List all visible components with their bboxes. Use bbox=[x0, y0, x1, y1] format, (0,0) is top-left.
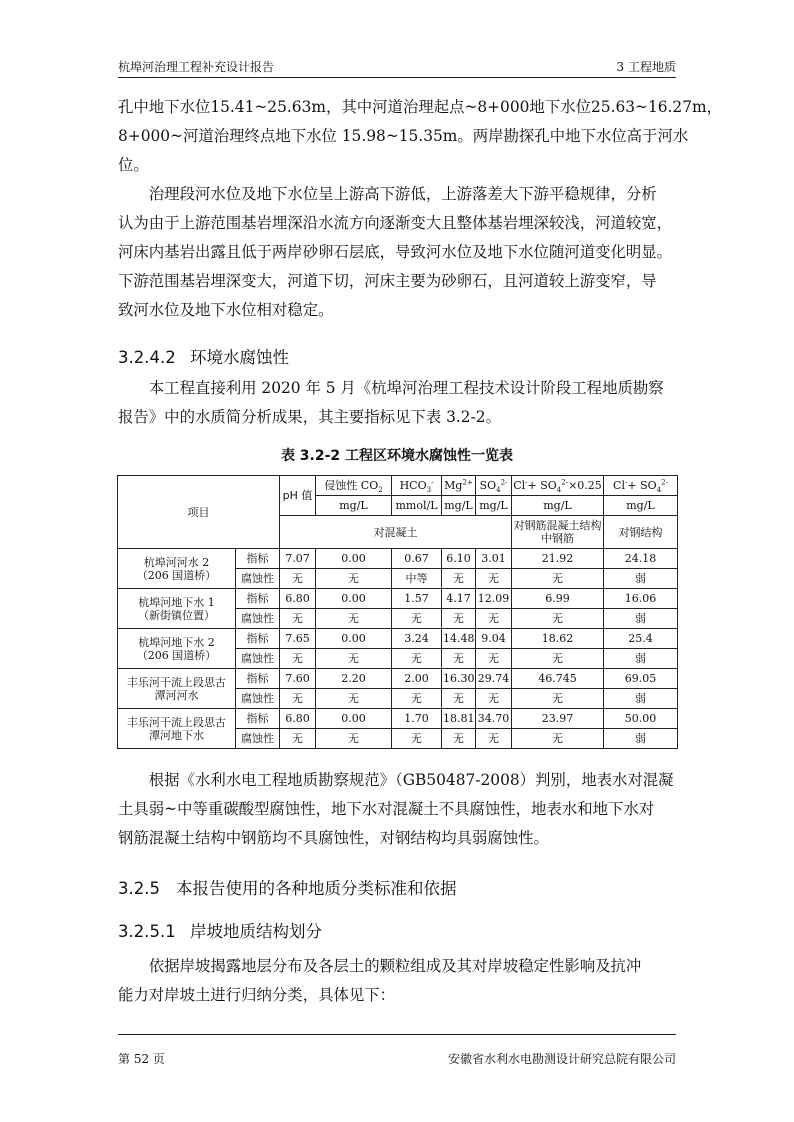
table-cell: 7.60 bbox=[280, 669, 316, 689]
table-cell: 23.97 bbox=[512, 709, 604, 729]
table-row-label: 指标 bbox=[236, 589, 280, 609]
paragraph-4 bbox=[118, 766, 676, 853]
table-target-rebar: 对钢筋混凝土结构中钢筋 bbox=[512, 516, 604, 549]
table-cell: 弱 bbox=[604, 609, 678, 629]
heading-title: 岸坡地质结构划分 bbox=[190, 922, 322, 941]
section-heading-3-2-5-1 bbox=[118, 918, 322, 942]
table-cell: 0.00 bbox=[316, 589, 392, 609]
table-cell: 0.00 bbox=[316, 549, 392, 569]
table-cell: 6.99 bbox=[512, 589, 604, 609]
table-header-so4: $SO_4^{2-}$ bbox=[476, 476, 512, 496]
table-cell: 6.80 bbox=[280, 709, 316, 729]
table-header-mg: $Mg^{2+}$ bbox=[442, 476, 476, 496]
table-cell: 无 bbox=[442, 649, 476, 669]
table-cell: 无 bbox=[280, 609, 316, 629]
table-unit: mg/L bbox=[442, 496, 476, 516]
table-cell: 16.30 bbox=[442, 669, 476, 689]
table-cell: 弱 bbox=[604, 649, 678, 669]
heading-title: 环境水腐蚀性 bbox=[190, 348, 289, 367]
table-unit: mg/L bbox=[512, 496, 604, 516]
table-cell: 24.18 bbox=[604, 549, 678, 569]
text-line: 土具弱~中等重碳酸型腐蚀性，地下水对混凝土不具腐蚀性，地表水和地下水对 bbox=[118, 800, 655, 818]
table-sample-name: 丰乐河干流上段思古 潭河地下水 bbox=[118, 709, 236, 749]
table-cell: 3.24 bbox=[392, 629, 442, 649]
table-cell: 34.70 bbox=[476, 709, 512, 729]
table-row-label: 腐蚀性 bbox=[236, 689, 280, 709]
table-cell: 无 bbox=[512, 649, 604, 669]
text-line: 孔中地下水位15.41~25.63m，其中河道治理起点~8+000地下水位25.63~16.27m， bbox=[118, 98, 722, 116]
table-row-label: 指标 bbox=[236, 629, 280, 649]
text-line: 治理段河水位及地下水位呈上游高下游低，上游落差大下游平稳规律，分析 bbox=[118, 185, 657, 203]
table-unit: mg/L bbox=[316, 496, 392, 516]
table-cell: 25.4 bbox=[604, 629, 678, 649]
table-cell: 7.65 bbox=[280, 629, 316, 649]
section-heading-3-2-4-2 bbox=[118, 344, 289, 368]
table-cell: 无 bbox=[442, 689, 476, 709]
table-header-co2: 侵蚀性 $CO_2$ bbox=[316, 476, 392, 496]
table-unit: mg/L bbox=[604, 496, 678, 516]
table-cell: 无 bbox=[442, 729, 476, 749]
table-cell: 无 bbox=[512, 569, 604, 589]
text-line: 钢筋混凝土结构中钢筋均不具腐蚀性，对钢结构均具弱腐蚀性。 bbox=[118, 829, 549, 847]
section-heading-3-2-5 bbox=[118, 875, 457, 899]
paragraph-2 bbox=[118, 180, 676, 325]
table-cell: 无 bbox=[476, 569, 512, 589]
table-cell: 无 bbox=[280, 689, 316, 709]
table-row-label: 指标 bbox=[236, 669, 280, 689]
header-title: 杭埠河治理工程补充设计报告 bbox=[118, 60, 275, 74]
table-cell: 无 bbox=[512, 689, 604, 709]
table-header-ph: pH 值 bbox=[280, 476, 316, 516]
table-sample-name: 杭埠河河水 2 （206 国道桥） bbox=[118, 549, 236, 589]
text-line: 致河水位及地下水位相对稳定。 bbox=[118, 301, 334, 319]
table-target-steel: 对钢结构 bbox=[604, 516, 678, 549]
table-header-cl-so4: $Cl^-+ SO_4^{2-}$ bbox=[604, 476, 678, 496]
table-unit: mmol/L bbox=[392, 496, 442, 516]
paragraph-3 bbox=[118, 374, 676, 432]
table-header-cl-so4-025: $Cl^-+ SO_4^{2-}\times 0.25$ bbox=[512, 476, 604, 496]
table-cell: 3.01 bbox=[476, 549, 512, 569]
table-row-label: 腐蚀性 bbox=[236, 569, 280, 589]
header-rule bbox=[118, 77, 676, 78]
table-cell: 46.745 bbox=[512, 669, 604, 689]
heading-number: 3.2.5.1 bbox=[118, 922, 176, 941]
page-number: 第 52 页 bbox=[118, 1052, 165, 1066]
table-cell: 50.00 bbox=[604, 709, 678, 729]
table-cell: 0.67 bbox=[392, 549, 442, 569]
table-cell: 0.00 bbox=[316, 629, 392, 649]
heading-number: 3.2.5 bbox=[118, 879, 160, 898]
table-row-label: 指标 bbox=[236, 709, 280, 729]
table-row-label: 腐蚀性 bbox=[236, 609, 280, 629]
table-cell: 中等 bbox=[392, 569, 442, 589]
text-line: 下游范围基岩埋深变大，河道下切，河床主要为砂卵石，且河道较上游变窄，导 bbox=[118, 272, 657, 290]
table-cell: 无 bbox=[280, 729, 316, 749]
table-header-item: 项目 bbox=[118, 476, 280, 549]
table-target-concrete: 对混凝土 bbox=[280, 516, 512, 549]
table-cell: 4.17 bbox=[442, 589, 476, 609]
text-line: 河床内基岩出露且低于两岸砂卵石层底，导致河水位及地下水位随河道变化明显。 bbox=[118, 243, 673, 261]
table-cell: 18.62 bbox=[512, 629, 604, 649]
table-cell: 6.10 bbox=[442, 549, 476, 569]
table-sample-name: 杭埠河地下水 2 （206 国道桥） bbox=[118, 629, 236, 669]
text-line: 根据《水利水电工程地质勘察规范》（GB50487-2008）判别，地表水对混凝 bbox=[118, 771, 674, 789]
table-cell: 2.20 bbox=[316, 669, 392, 689]
table-sample-name: 杭埠河地下水 1 （新街镇位置） bbox=[118, 589, 236, 629]
table-cell: 无 bbox=[442, 609, 476, 629]
text-line: 报告》中的水质简分析成果，其主要指标见下表 3.2-2。 bbox=[118, 408, 501, 426]
heading-number: 3.2.4.2 bbox=[118, 348, 176, 367]
table-cell: 无 bbox=[392, 649, 442, 669]
paragraph-1 bbox=[118, 93, 722, 180]
table-cell: 弱 bbox=[604, 689, 678, 709]
text-line: 8+000~河道治理终点地下水位 15.98~15.35m。两岸勘探孔中地下水位高于河水 bbox=[118, 127, 689, 145]
table-cell: 无 bbox=[316, 689, 392, 709]
table-cell: 无 bbox=[316, 729, 392, 749]
table-cell: 无 bbox=[392, 689, 442, 709]
text-line: 认为由于上游范围基岩埋深沿水流方向逐渐变大且整体基岩埋深较浅，河道较宽， bbox=[118, 214, 673, 232]
table-cell: 弱 bbox=[604, 569, 678, 589]
table-cell: 无 bbox=[512, 729, 604, 749]
table-cell: 0.00 bbox=[316, 709, 392, 729]
footer-rule bbox=[118, 1034, 676, 1035]
heading-title: 本报告使用的各种地质分类标准和依据 bbox=[176, 879, 457, 898]
footer-organization: 安徽省水利水电勘测设计研究总院有限公司 bbox=[447, 1052, 676, 1066]
table-cell: 29.74 bbox=[476, 669, 512, 689]
table-row-label: 腐蚀性 bbox=[236, 649, 280, 669]
text-line: 位。 bbox=[118, 156, 149, 174]
text-line: 本工程直接利用 2020 年 5 月《杭埠河治理工程技术设计阶段工程地质勘察 bbox=[118, 379, 664, 397]
table-cell: 7.07 bbox=[280, 549, 316, 569]
table-cell: 9.04 bbox=[476, 629, 512, 649]
table-cell: 1.70 bbox=[392, 709, 442, 729]
table-cell: 12.09 bbox=[476, 589, 512, 609]
table-cell: 无 bbox=[280, 569, 316, 589]
table-cell: 16.06 bbox=[604, 589, 678, 609]
text-line: 依据岸坡揭露地层分布及各层土的颗粒组成及其对岸坡稳定性影响及抗冲 bbox=[118, 957, 642, 975]
table-cell: 无 bbox=[442, 569, 476, 589]
table-caption: 表 3.2-2 工程区环境水腐蚀性一览表 bbox=[280, 448, 514, 464]
table-cell: 69.05 bbox=[604, 669, 678, 689]
table-cell: 无 bbox=[280, 649, 316, 669]
table-cell: 1.57 bbox=[392, 589, 442, 609]
table-unit: mg/L bbox=[476, 496, 512, 516]
table-cell: 无 bbox=[512, 609, 604, 629]
table-cell: 无 bbox=[316, 649, 392, 669]
table-cell: 无 bbox=[476, 609, 512, 629]
table-row-label: 指标 bbox=[236, 549, 280, 569]
table-cell: 6.80 bbox=[280, 589, 316, 609]
table-row-label: 腐蚀性 bbox=[236, 729, 280, 749]
table-cell: 无 bbox=[392, 609, 442, 629]
table-cell: 无 bbox=[316, 569, 392, 589]
table-cell: 弱 bbox=[604, 729, 678, 749]
table-cell: 14.48 bbox=[442, 629, 476, 649]
table-cell: 18.81 bbox=[442, 709, 476, 729]
table-cell: 2.00 bbox=[392, 669, 442, 689]
table-sample-name: 丰乐河干流上段思古 潭河河水 bbox=[118, 669, 236, 709]
table-cell: 无 bbox=[476, 649, 512, 669]
table-header-hco3: $HCO_3^-$ bbox=[392, 476, 442, 496]
table-cell: 无 bbox=[392, 729, 442, 749]
text-line: 能力对岸坡土进行归纳分类，具体见下： bbox=[118, 986, 396, 1004]
paragraph-5 bbox=[118, 952, 676, 1010]
header-chapter: 3 工程地质 bbox=[616, 60, 676, 74]
table-cell: 无 bbox=[316, 609, 392, 629]
table-cell: 无 bbox=[476, 729, 512, 749]
water-corrosion-table bbox=[117, 475, 678, 749]
table-cell: 无 bbox=[476, 689, 512, 709]
table-cell: 21.92 bbox=[512, 549, 604, 569]
